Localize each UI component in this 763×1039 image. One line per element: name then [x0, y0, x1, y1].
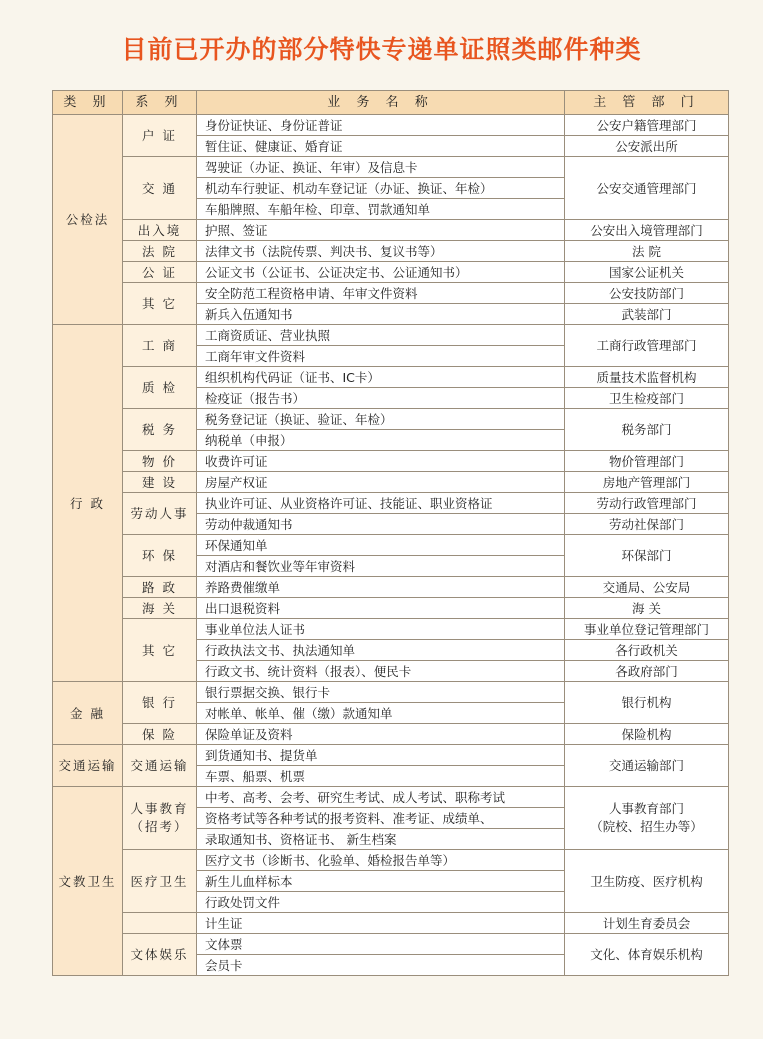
- table-row: [53, 913, 729, 934]
- service-cell: 安全防范工程资格申请、年审文件资料: [197, 283, 565, 304]
- service-cell: 行政处罚文件: [197, 892, 565, 913]
- service-cell: 税务登记证（换证、验证、年检）: [197, 409, 565, 430]
- series-cell: 银 行: [123, 682, 197, 724]
- service-cell: 检疫证（报告书）: [197, 388, 565, 409]
- department-cell: 物价管理部门: [565, 451, 729, 472]
- table-row: [53, 535, 729, 556]
- table-row: [53, 724, 729, 745]
- series-cell: 路 政: [123, 577, 197, 598]
- table-row: [53, 115, 729, 136]
- series-cell: 公 证: [123, 262, 197, 283]
- department-cell: 法 院: [565, 241, 729, 262]
- department-cell: 房地产管理部门: [565, 472, 729, 493]
- department-cell: 税务部门: [565, 409, 729, 451]
- service-cell: 行政文书、统计资料（报表）、便民卡: [197, 661, 565, 682]
- series-cell: 其 它: [123, 619, 197, 682]
- service-cell: 资格考试等各种考试的报考资料、准考证、成绩单、: [197, 808, 565, 829]
- table-row: [53, 598, 729, 619]
- table-row: [53, 472, 729, 493]
- department-cell: 卫生检疫部门: [565, 388, 729, 409]
- series-cell: 物 价: [123, 451, 197, 472]
- service-cell: 驾驶证（办证、换证、年审）及信息卡: [197, 157, 565, 178]
- table-row: [53, 577, 729, 598]
- table-row: [53, 787, 729, 808]
- service-cell: 录取通知书、资格证书、 新生档案: [197, 829, 565, 850]
- series-cell: 税 务: [123, 409, 197, 451]
- department-cell: 质量技术监督机构: [565, 367, 729, 388]
- service-cell: 护照、签证: [197, 220, 565, 241]
- service-cell: 劳动仲裁通知书: [197, 514, 565, 535]
- department-cell: 公安技防部门: [565, 283, 729, 304]
- department-cell: 海 关: [565, 598, 729, 619]
- department-cell: 环保部门: [565, 535, 729, 577]
- department-cell: 公安出入境管理部门: [565, 220, 729, 241]
- table-row: [53, 745, 729, 766]
- department-cell: 人事教育部门 （院校、招生办等）: [565, 787, 729, 850]
- service-cell: 新生儿血样标本: [197, 871, 565, 892]
- service-cell: 工商资质证、营业执照: [197, 325, 565, 346]
- table-row: [53, 850, 729, 871]
- service-cell: 工商年审文件资料: [197, 346, 565, 367]
- category-cell: 行 政: [53, 325, 123, 682]
- department-cell: 各政府部门: [565, 661, 729, 682]
- service-cell: 银行票据交换、银行卡: [197, 682, 565, 703]
- service-cell: 身份证快证、身份证普证: [197, 115, 565, 136]
- table-row: [53, 409, 729, 430]
- service-cell: 计生证: [197, 913, 565, 934]
- service-cell: 公证文书（公证书、公证决定书、公证通知书）: [197, 262, 565, 283]
- series-cell: 人事教育 （招考）: [123, 787, 197, 850]
- service-cell: 医疗文书（诊断书、化验单、婚检报告单等）: [197, 850, 565, 871]
- service-cell: 文体票: [197, 934, 565, 955]
- header-series: 系 列: [123, 91, 197, 115]
- category-cell: 公检法: [53, 115, 123, 325]
- service-cell: 事业单位法人证书: [197, 619, 565, 640]
- department-cell: 劳动行政管理部门: [565, 493, 729, 514]
- series-cell: [123, 913, 197, 934]
- department-cell: 各行政机关: [565, 640, 729, 661]
- series-cell: 建 设: [123, 472, 197, 493]
- series-cell: 其 它: [123, 283, 197, 325]
- service-cell: 机动车行驶证、机动车登记证（办证、换证、年检）: [197, 178, 565, 199]
- table-row: [53, 619, 729, 640]
- category-cell: 金 融: [53, 682, 123, 745]
- header-department: 主 管 部 门: [565, 91, 729, 115]
- service-cell: 对帐单、帐单、催（缴）款通知单: [197, 703, 565, 724]
- service-cell: 新兵入伍通知书: [197, 304, 565, 325]
- table-header-row: [53, 91, 729, 115]
- department-cell: 公安户籍管理部门: [565, 115, 729, 136]
- service-cell: 暂住证、健康证、婚育证: [197, 136, 565, 157]
- series-cell: 交 通: [123, 157, 197, 220]
- table-row: [53, 934, 729, 955]
- series-cell: 出入境: [123, 220, 197, 241]
- department-cell: 工商行政管理部门: [565, 325, 729, 367]
- department-cell: 文化、体育娱乐机构: [565, 934, 729, 976]
- table-row: [53, 493, 729, 514]
- service-cell: 纳税单（申报）: [197, 430, 565, 451]
- table-body: [53, 115, 729, 976]
- department-cell: 公安交通管理部门: [565, 157, 729, 220]
- service-cell: 组织机构代码证（证书、IC卡）: [197, 367, 565, 388]
- series-cell: 交通运输: [123, 745, 197, 787]
- series-cell: 环 保: [123, 535, 197, 577]
- header-category: 类 别: [53, 91, 123, 115]
- table-row: [53, 451, 729, 472]
- service-cell: 行政执法文书、执法通知单: [197, 640, 565, 661]
- page-title: 目前已开办的部分特快专递单证照类邮件种类: [121, 35, 642, 64]
- department-cell: 劳动社保部门: [565, 514, 729, 535]
- department-cell: 保险机构: [565, 724, 729, 745]
- service-cell: 车票、船票、机票: [197, 766, 565, 787]
- series-cell: 文体娱乐: [123, 934, 197, 976]
- service-cell: 到货通知书、提货单: [197, 745, 565, 766]
- department-cell: 计划生育委员会: [565, 913, 729, 934]
- header-service: 业 务 名 称: [197, 91, 565, 115]
- department-cell: 武装部门: [565, 304, 729, 325]
- series-cell: 户 证: [123, 115, 197, 157]
- service-cell: 车船牌照、车船年检、印章、罚款通知单: [197, 199, 565, 220]
- series-cell: 质 检: [123, 367, 197, 409]
- table-row: [53, 367, 729, 388]
- service-cell: 保险单证及资料: [197, 724, 565, 745]
- service-cell: 环保通知单: [197, 535, 565, 556]
- category-cell: 文教卫生: [53, 787, 123, 976]
- service-cell: 中考、高考、会考、研究生考试、成人考试、职称考试: [197, 787, 565, 808]
- table-row: [53, 220, 729, 241]
- table-row: [53, 157, 729, 178]
- table-row: [53, 682, 729, 703]
- service-cell: 执业许可证、从业资格许可证、技能证、职业资格证: [197, 493, 565, 514]
- service-cell: 会员卡: [197, 955, 565, 976]
- table-row: [53, 325, 729, 346]
- department-cell: 事业单位登记管理部门: [565, 619, 729, 640]
- series-cell: 海 关: [123, 598, 197, 619]
- series-cell: 法 院: [123, 241, 197, 262]
- department-cell: 卫生防疫、医疗机构: [565, 850, 729, 913]
- table-row: [53, 262, 729, 283]
- department-cell: 交通局、公安局: [565, 577, 729, 598]
- category-cell: 交通运输: [53, 745, 123, 787]
- series-cell: 劳动人事: [123, 493, 197, 535]
- service-cell: 房屋产权证: [197, 472, 565, 493]
- service-cell: 法律文书（法院传票、判决书、复议书等）: [197, 241, 565, 262]
- department-cell: 公安派出所: [565, 136, 729, 157]
- service-cell: 出口退税资料: [197, 598, 565, 619]
- department-cell: 银行机构: [565, 682, 729, 724]
- service-cell: 收费许可证: [197, 451, 565, 472]
- department-cell: 交通运输部门: [565, 745, 729, 787]
- service-cell: 养路费催缴单: [197, 577, 565, 598]
- series-cell: 工 商: [123, 325, 197, 367]
- table-row: [53, 283, 729, 304]
- department-cell: 国家公证机关: [565, 262, 729, 283]
- service-cell: 对酒店和餐饮业等年审资料: [197, 556, 565, 577]
- table-row: [53, 241, 729, 262]
- series-cell: 医疗卫生: [123, 850, 197, 913]
- series-cell: 保 险: [123, 724, 197, 745]
- document-table: [52, 90, 729, 976]
